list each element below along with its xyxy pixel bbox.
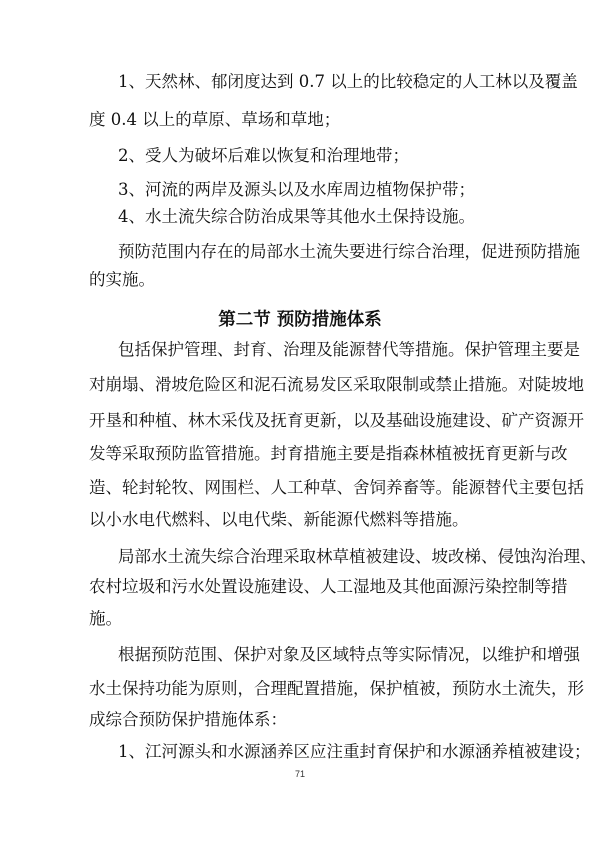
text-line: 农村垃圾和污水处置设施建设、人工湿地及其他面源污染控制等措 [89, 577, 568, 596]
text-line: 3、河流的两岸及源头以及水库周边植物保护带； [118, 180, 475, 199]
text-line: 发等采取预防监管措施。封育措施主要是指森林植被抚育更新与改 [89, 444, 568, 463]
text-line: 局部水土流失综合治理采取林草植被建设、坡改梯、侵蚀沟治理、 [118, 547, 597, 566]
page-number: 71 [294, 769, 305, 779]
text-line: 的实施。 [89, 270, 155, 289]
text-line: 度 0.4 以上的草原、草场和草地； [89, 110, 341, 129]
text-line: 水土保持功能为原则，合理配置措施，保护植被，预防水土流失，形 [89, 679, 584, 698]
section-heading: 第二节 预防措施体系 [218, 310, 382, 330]
text-line: 2、受人为破坏后难以恢复和治理地带； [118, 146, 409, 165]
text-line: 对崩塌、滑坡危险区和泥石流易发区采取限制或禁止措施。对陡坡地 [89, 375, 584, 394]
text-line: 预防范围内存在的局部水土流失要进行综合治理，促进预防措施 [118, 242, 580, 261]
text-line: 施。 [89, 609, 122, 628]
text-line: 1、天然林、郁闭度达到 0.7 以上的比较稳定的人工林以及覆盖 [118, 72, 578, 91]
text-line: 根据预防范围、保护对象及区域特点等实际情况，以维护和增强 [118, 645, 580, 664]
text-line: 包括保护管理、封育、治理及能源替代等措施。保护管理主要是 [118, 340, 580, 359]
text-line: 成综合预防保护措施体系： [89, 710, 287, 729]
text-line: 以小水电代燃料、以电代柴、新能源代燃料等措施。 [89, 510, 469, 529]
text-line: 造、轮封轮牧、网围栏、人工种草、舍饲养畜等。能源替代主要包括 [89, 478, 584, 497]
text-line: 4、水土流失综合防治成果等其他水土保持设施。 [118, 207, 475, 226]
text-line: 开垦和种植、林木采伐及抚育更新，以及基础设施建设、矿产资源开 [89, 411, 584, 430]
text-line: 1、江河源头和水源涵养区应注重封育保护和水源涵养植被建设； [118, 742, 591, 761]
